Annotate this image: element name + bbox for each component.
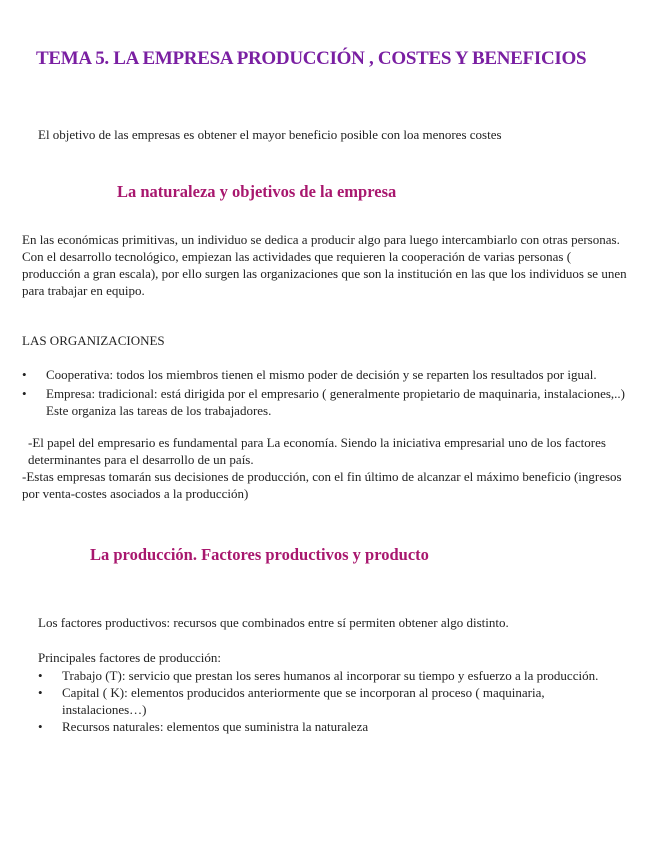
page-title: TEMA 5. LA EMPRESA PRODUCCIÓN , COSTES Y BENEFICIOS xyxy=(36,48,587,69)
list-item-text: Cooperativa: todos los miembros tienen el mismo poder de decisión y se reparten los resultados por igual. xyxy=(46,367,597,382)
list-item-text: Trabajo (T): servicio que prestan los seres humanos al incorporar su tiempo y esfuerzo a la producción. xyxy=(62,668,599,683)
bullet-icon: • xyxy=(38,685,43,700)
list-item xyxy=(38,684,622,718)
factores-definition: Los factores productivos: recursos que combinados entre sí permiten obtener algo distinto. xyxy=(38,615,509,630)
note-empresario: -El papel del empresario es fundamental para La economía. Siendo la iniciativa empresarial uno de los factores determinantes para el desarrollo de un país. xyxy=(28,435,606,467)
note-decisiones: -Estas empresas tomarán sus decisiones de producción, con el fin último de alcanzar el máximo beneficio (ingresos por venta-costes asociados a la producción) xyxy=(22,469,622,501)
bullet-icon: • xyxy=(38,668,43,683)
organizations-list xyxy=(22,366,626,421)
list-item-text: Empresa: tradicional: está dirigida por el empresario ( generalmente propietario de maquinaria, instalaciones,..) Este organiza las tareas de los trabajadores. xyxy=(46,386,625,418)
bullet-icon: • xyxy=(22,386,27,401)
list-item-text: Recursos naturales: elementos que suministra la naturaleza xyxy=(62,719,369,734)
list-item xyxy=(38,718,622,735)
bullet-icon: • xyxy=(22,367,27,382)
list-item-text: Capital ( K): elementos producidos anteriormente que se incorporan al proceso ( maquinaria, instalaciones…) xyxy=(62,685,545,717)
list-item xyxy=(38,667,622,684)
list-item xyxy=(22,366,626,383)
intro-text: El objetivo de las empresas es obtener el mayor beneficio posible con loa menores costes xyxy=(38,127,502,142)
principales-label: Principales factores de producción: xyxy=(38,650,222,665)
factors-list xyxy=(38,667,622,735)
organizations-label: LAS ORGANIZACIONES xyxy=(22,333,165,348)
organizations-notes xyxy=(22,434,634,502)
section-heading-produccion: La producción. Factores productivos y producto xyxy=(90,545,429,564)
list-item xyxy=(22,385,626,419)
section-heading-naturaleza: La naturaleza y objetivos de la empresa xyxy=(117,182,397,201)
bullet-icon: • xyxy=(38,719,43,734)
paragraph-economias-primitivas: En las económicas primitivas, un individuo se dedica a producir algo para luego intercambiarlo con otras personas. Con el desarrollo tecnológico, empiezan las actividades que requieren la cooperación de varias personas ( producción a gran escala), por ello surgen las organizaciones que son la institución en las que los individuos se unen para trabajar en equipo. xyxy=(22,232,627,298)
